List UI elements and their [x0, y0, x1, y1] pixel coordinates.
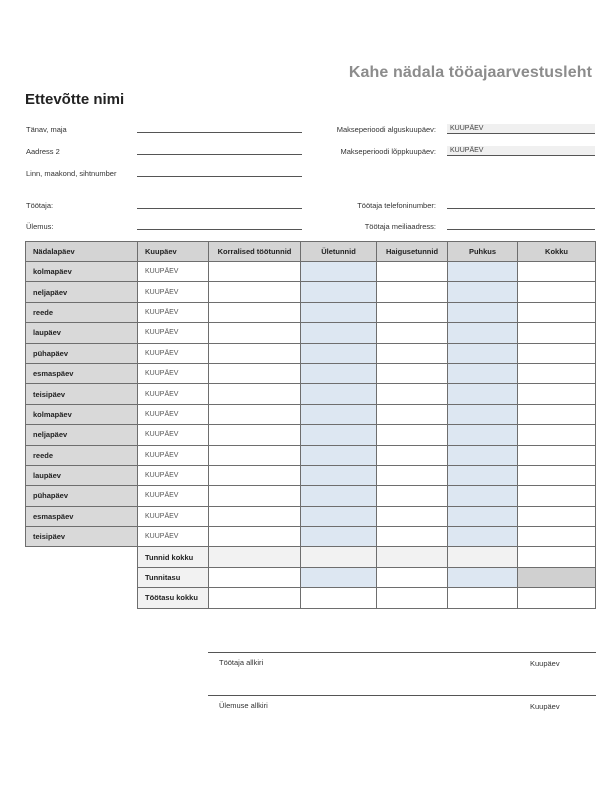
sick-hours-cell[interactable] [377, 527, 448, 547]
weekday-cell: laupäev [26, 465, 138, 485]
header-vacation: Puhkus [448, 242, 518, 262]
hourly-rate-cell [518, 567, 596, 587]
regular-hours-cell[interactable] [209, 323, 301, 343]
overtime-cell[interactable] [301, 465, 377, 485]
sick-hours-cell[interactable] [377, 363, 448, 383]
overtime-cell[interactable] [301, 384, 377, 404]
total-pay-cell[interactable] [518, 588, 596, 608]
weekday-cell: pühapäev [26, 343, 138, 363]
total-pay-cell[interactable] [377, 588, 448, 608]
total-cell[interactable] [518, 302, 596, 322]
overtime-cell[interactable] [301, 527, 377, 547]
vacation-cell[interactable] [448, 363, 518, 383]
total-cell[interactable] [518, 465, 596, 485]
total-pay-cell[interactable] [448, 588, 518, 608]
table-row [26, 363, 596, 383]
vacation-cell[interactable] [448, 384, 518, 404]
table-header-row [26, 242, 596, 262]
summary-row-hourly-rate [26, 567, 596, 587]
regular-hours-cell[interactable] [209, 486, 301, 506]
overtime-cell[interactable] [301, 506, 377, 526]
sick-hours-cell[interactable] [377, 302, 448, 322]
date-cell[interactable]: KUUPÄEV [138, 384, 209, 404]
total-hours-cell[interactable] [518, 547, 596, 567]
period-start-label: Makseperioodi alguskuupäev: [336, 125, 436, 134]
total-cell[interactable] [518, 282, 596, 302]
weekday-cell: reede [26, 445, 138, 465]
regular-hours-cell[interactable] [209, 262, 301, 282]
period-start-field[interactable]: KUUPÄEV [447, 124, 595, 134]
employee-date-label: Kuupäev [530, 659, 560, 668]
date-cell[interactable]: KUUPÄEV [138, 425, 209, 445]
table-row [26, 282, 596, 302]
sick-hours-cell[interactable] [377, 506, 448, 526]
city-label: Linn, maakond, sihtnumber [26, 169, 117, 178]
table-row [26, 506, 596, 526]
sick-hours-cell[interactable] [377, 343, 448, 363]
phone-field[interactable] [447, 208, 595, 209]
summary-blank [26, 567, 138, 587]
overtime-cell[interactable] [301, 302, 377, 322]
weekday-cell: teisipäev [26, 384, 138, 404]
summary-blank [26, 588, 138, 608]
manager-date-label: Kuupäev [530, 702, 560, 711]
date-cell[interactable]: KUUPÄEV [138, 343, 209, 363]
header-total: Kokku [518, 242, 596, 262]
overtime-cell[interactable] [301, 445, 377, 465]
vacation-cell[interactable] [448, 404, 518, 424]
overtime-cell[interactable] [301, 425, 377, 445]
sick-hours-cell[interactable] [377, 425, 448, 445]
weekday-cell: kolmapäev [26, 262, 138, 282]
regular-hours-cell[interactable] [209, 384, 301, 404]
total-cell[interactable] [518, 323, 596, 343]
total-cell[interactable] [518, 384, 596, 404]
regular-hours-cell[interactable] [209, 302, 301, 322]
table-row [26, 445, 596, 465]
total-hours-cell[interactable] [301, 547, 377, 567]
employee-signature-line[interactable] [208, 652, 596, 653]
sick-hours-cell[interactable] [377, 404, 448, 424]
sick-hours-cell[interactable] [377, 323, 448, 343]
date-cell[interactable]: KUUPÄEV [138, 506, 209, 526]
overtime-cell[interactable] [301, 262, 377, 282]
total-cell[interactable] [518, 363, 596, 383]
vacation-cell[interactable] [448, 282, 518, 302]
total-cell[interactable] [518, 343, 596, 363]
header-weekday: Nädalapäev [26, 242, 138, 262]
weekday-cell: esmaspäev [26, 506, 138, 526]
total-cell[interactable] [518, 425, 596, 445]
weekday-cell: neljapäev [26, 425, 138, 445]
total-cell[interactable] [518, 262, 596, 282]
regular-hours-cell[interactable] [209, 465, 301, 485]
summary-blank [26, 547, 138, 567]
manager-signature-label: Ülemuse allkiri [219, 701, 268, 710]
table-row [26, 404, 596, 424]
total-hours-cell[interactable] [448, 547, 518, 567]
hourly-rate-cell[interactable] [301, 567, 377, 587]
total-cell[interactable] [518, 445, 596, 465]
employee-label: Töötaja: [26, 201, 54, 210]
total-pay-label: Töötasu kokku [138, 588, 209, 608]
table-row [26, 384, 596, 404]
vacation-cell[interactable] [448, 445, 518, 465]
email-field[interactable] [447, 229, 595, 230]
vacation-cell[interactable] [448, 302, 518, 322]
sick-hours-cell[interactable] [377, 384, 448, 404]
total-hours-cell[interactable] [377, 547, 448, 567]
table-row [26, 323, 596, 343]
summary-row-total-pay [26, 588, 596, 608]
total-cell[interactable] [518, 527, 596, 547]
vacation-cell[interactable] [448, 486, 518, 506]
hourly-rate-cell[interactable] [209, 567, 301, 587]
table-row [26, 425, 596, 445]
hourly-rate-cell[interactable] [377, 567, 448, 587]
manager-field[interactable] [137, 229, 302, 230]
summary-row-total-hours [26, 547, 596, 567]
date-cell[interactable]: KUUPÄEV [138, 404, 209, 424]
weekday-cell: teisipäev [26, 527, 138, 547]
date-cell[interactable]: KUUPÄEV [138, 262, 209, 282]
header-date: Kuupäev [138, 242, 209, 262]
vacation-cell[interactable] [448, 527, 518, 547]
date-cell[interactable]: KUUPÄEV [138, 323, 209, 343]
regular-hours-cell[interactable] [209, 404, 301, 424]
total-cell[interactable] [518, 506, 596, 526]
overtime-cell[interactable] [301, 343, 377, 363]
regular-hours-cell[interactable] [209, 506, 301, 526]
date-cell[interactable]: KUUPÄEV [138, 445, 209, 465]
period-end-field[interactable]: KUUPÄEV [447, 146, 595, 156]
employee-signature-label: Töötaja allkiri [219, 658, 264, 667]
weekday-cell: kolmapäev [26, 404, 138, 424]
regular-hours-cell[interactable] [209, 363, 301, 383]
manager-label: Ülemus: [26, 222, 54, 231]
sick-hours-cell[interactable] [377, 282, 448, 302]
weekday-cell: pühapäev [26, 486, 138, 506]
table-row [26, 262, 596, 282]
overtime-cell[interactable] [301, 404, 377, 424]
street-field[interactable] [137, 132, 302, 133]
table-row [26, 465, 596, 485]
date-cell[interactable]: KUUPÄEV [138, 527, 209, 547]
header-overtime: Ületunnid [301, 242, 377, 262]
employee-field[interactable] [137, 208, 302, 209]
period-end-label: Makseperioodi lõppkuupäev: [340, 147, 436, 156]
date-cell[interactable]: KUUPÄEV [138, 363, 209, 383]
total-cell[interactable] [518, 404, 596, 424]
company-name: Ettevõtte nimi [25, 91, 125, 108]
vacation-cell[interactable] [448, 465, 518, 485]
sick-hours-cell[interactable] [377, 262, 448, 282]
email-label: Töötaja meiliaadress: [364, 222, 436, 231]
street-label: Tänav, maja [26, 125, 67, 134]
address2-label: Aadress 2 [26, 147, 60, 156]
hourly-rate-label: Tunnitasu [138, 567, 209, 587]
weekday-cell: esmaspäev [26, 363, 138, 383]
hourly-rate-cell[interactable] [448, 567, 518, 587]
regular-hours-cell[interactable] [209, 282, 301, 302]
vacation-cell[interactable] [448, 425, 518, 445]
total-hours-label: Tunnid kokku [138, 547, 209, 567]
vacation-cell[interactable] [448, 343, 518, 363]
table-row [26, 527, 596, 547]
timesheet-table [25, 241, 596, 609]
date-cell[interactable]: KUUPÄEV [138, 302, 209, 322]
overtime-cell[interactable] [301, 486, 377, 506]
sick-hours-cell[interactable] [377, 445, 448, 465]
vacation-cell[interactable] [448, 262, 518, 282]
total-hours-cell[interactable] [209, 547, 301, 567]
header-sick-hours: Haigusetunnid [377, 242, 448, 262]
regular-hours-cell[interactable] [209, 343, 301, 363]
weekday-cell: laupäev [26, 323, 138, 343]
vacation-cell[interactable] [448, 506, 518, 526]
weekday-cell: reede [26, 302, 138, 322]
overtime-cell[interactable] [301, 282, 377, 302]
date-cell[interactable]: KUUPÄEV [138, 282, 209, 302]
total-pay-cell[interactable] [209, 588, 301, 608]
vacation-cell[interactable] [448, 323, 518, 343]
table-row [26, 486, 596, 506]
document-title: Kahe nädala tööajaarvestusleht [348, 64, 592, 81]
regular-hours-cell[interactable] [209, 527, 301, 547]
table-row [26, 302, 596, 322]
sick-hours-cell[interactable] [377, 486, 448, 506]
header-regular-hours: Korralised töötunnid [209, 242, 301, 262]
overtime-cell[interactable] [301, 363, 377, 383]
city-field[interactable] [137, 176, 302, 177]
address2-field[interactable] [137, 154, 302, 155]
phone-label: Töötaja telefoninumber: [357, 201, 436, 210]
total-cell[interactable] [518, 486, 596, 506]
date-cell[interactable]: KUUPÄEV [138, 465, 209, 485]
manager-signature-line[interactable] [208, 695, 596, 696]
total-pay-cell[interactable] [301, 588, 377, 608]
table-row [26, 343, 596, 363]
sick-hours-cell[interactable] [377, 465, 448, 485]
date-cell[interactable]: KUUPÄEV [138, 486, 209, 506]
regular-hours-cell[interactable] [209, 445, 301, 465]
overtime-cell[interactable] [301, 323, 377, 343]
regular-hours-cell[interactable] [209, 425, 301, 445]
weekday-cell: neljapäev [26, 282, 138, 302]
